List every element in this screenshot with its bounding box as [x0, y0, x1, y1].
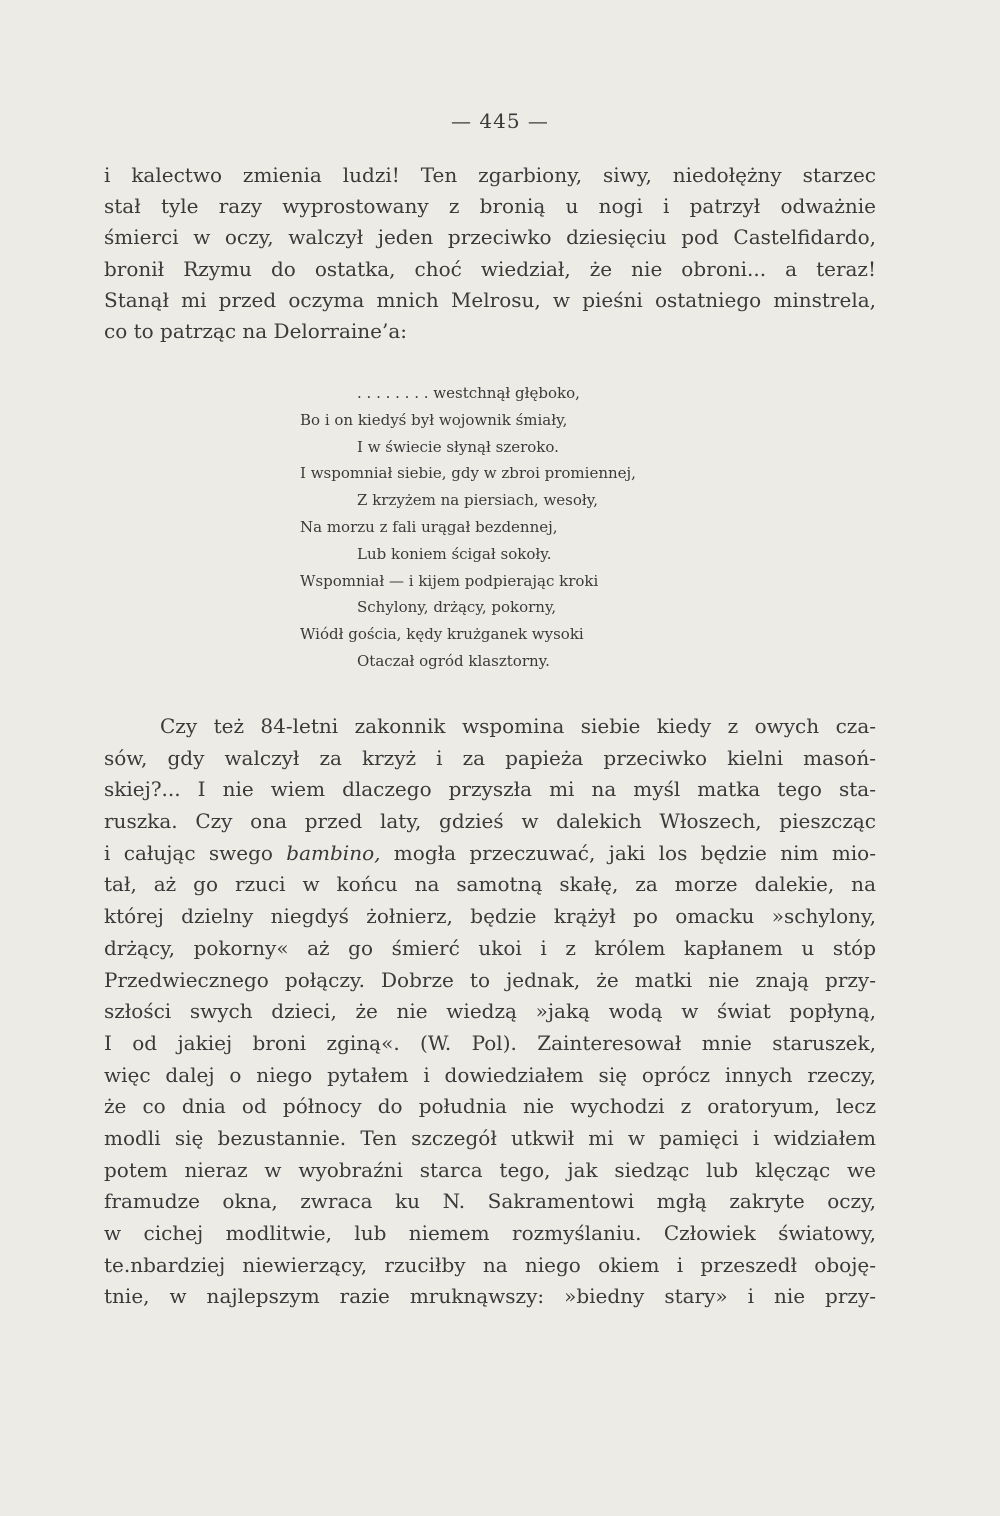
poem-line: I wspomniał siebie, gdy w zbroi promiennej, — [300, 464, 636, 483]
text-line: I od jakiej broni zginą«. (W. Pol). Zainteresował mnie staruszek, — [104, 1030, 876, 1055]
poem-line: Wspomniał — i kijem podpierając kroki — [300, 571, 599, 590]
poem-line: Z krzyżem na piersiach, wesoły, — [357, 491, 599, 510]
text-line: te.nbardziej niewierzący, rzuciłby na niego okiem i przeszedł oboję- — [104, 1252, 876, 1277]
text-line: sów, gdy walczył za krzyż i za papieża przeciwko kielni masoń- — [104, 745, 876, 770]
poem-quote — [300, 380, 760, 675]
text-line: ruszka. Czy ona przed laty, gdzieś w dalekich Włoszech, pieszcząc — [104, 809, 876, 834]
text-span: mogła przeczuwać, jaki los będzie nim mio- — [380, 840, 876, 865]
italic-word: bambino, — [286, 840, 381, 865]
text-line: drżący, pokorny« aż go śmierć ukoi i z królem kapłanem u stóp — [104, 935, 876, 960]
text-line: śmierci w oczy, walczył jeden przeciwko dziesięciu pod Castelfidardo, — [104, 225, 876, 250]
text-line: w cichej modlitwie, lub niemem rozmyślaniu. Człowiek światowy, — [104, 1221, 876, 1245]
text-line: skiej?... I nie wiem dlaczego przyszła mi na myśl matka tego sta- — [104, 777, 876, 802]
poem-line: . . . . . . . . westchnął głęboko, — [357, 384, 580, 402]
text-line: i kalectwo zmienia ludzi! Ten zgarbiony, siwy, niedołężny starzec — [104, 163, 876, 187]
text-line: co to patrząc na Delorraine’a: — [104, 318, 408, 343]
poem-line: Schylony, drżący, pokorny, — [357, 598, 557, 617]
text-line: potem nieraz w wyobraźni starca tego, jak siedząc lub klęcząc we — [104, 1157, 876, 1182]
text-line: tnie, w najlepszym razie mruknąwszy: »biedny stary» i nie przy- — [104, 1284, 876, 1309]
text-line: więc dalej o niego pytałem i dowiedziałem się oprócz innych rzeczy, — [104, 1062, 876, 1087]
poem-line: Bo i on kiedyś był wojownik śmiały, — [300, 410, 568, 429]
text-line: której dzielny niegdyś żołnierz, będzie krążył po omacku »schylony, — [104, 904, 876, 929]
text-line — [104, 838, 876, 870]
paragraph-top — [104, 160, 876, 347]
poem-line: Lub koniem ścigał sokoły. — [357, 544, 552, 563]
poem-line: I w świecie słynął szeroko. — [357, 437, 559, 456]
text-line: że co dnia od północy do południa nie wychodzi z oratoryum, lecz — [104, 1094, 876, 1119]
text-line: modli się bezustannie. Ten szczegół utkwił mi w pamięci i widziałem — [104, 1125, 876, 1150]
text-line: Stanął mi przed oczyma mnich Melrosu, w pieśni ostatniego minstrela, — [104, 287, 876, 312]
poem-line: Na morzu z fali urągał bezdennej, — [300, 517, 558, 536]
poem-line: Wiódł gościa, kędy krużganek wysoki — [300, 625, 584, 644]
text-line: szłości swych dzieci, że nie wiedzą »jaką wodą w świat popłyną, — [104, 999, 876, 1024]
text-span: i całując swego — [104, 840, 287, 865]
text-line: Przedwiecznego połączy. Dobrze to jednak, że matki nie znają przy- — [104, 967, 876, 992]
text-line: bronił Rzymu do ostatka, choć wiedział, że nie obroni... a teraz! — [104, 256, 876, 281]
text-line: framudze okna, zwraca ku N. Sakramentowi mgłą zakryte oczy, — [104, 1189, 876, 1214]
poem-line: Otaczał ogród klasztorny. — [357, 651, 550, 670]
text-line: Czy też 84-letni zakonnik wspomina siebie kiedy z owych cza- — [160, 714, 876, 738]
text-line: stał tyle razy wyprostowany z bronią u nogi i patrzył odważnie — [104, 194, 876, 219]
text-line: tał, aż go rzuci w końcu na samotną skałę, za morze dalekie, na — [104, 872, 876, 897]
paragraph-bottom — [104, 711, 876, 1313]
page-number: — 445 — — [451, 109, 549, 133]
